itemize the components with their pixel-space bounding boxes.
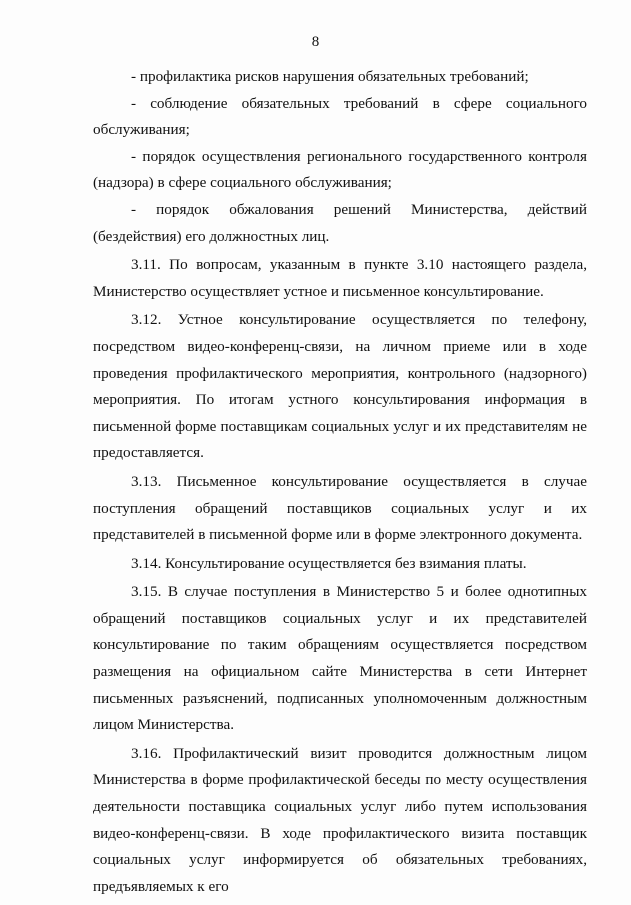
paragraph-3-15: 3.15. В случае поступления в Министерство 5 и более однотипных обращений поставщиков социальных услуг и их представителей консультирование по таким обращениям осуществляется посредством размещения на официальном сайте Министерства в сети Интернет письменных разъяснений, подписанных уполномоченным должностным лицом Министерства. bbox=[93, 583, 587, 734]
paragraph-compliance: - соблюдение обязательных требований в сфере социального обслуживания; bbox=[93, 94, 587, 139]
paragraph-control-procedure: - порядок осуществления регионального государственного контроля (надзора) в сфере социального обслуживания; bbox=[93, 147, 587, 192]
paragraph-3-11: 3.11. По вопросам, указанным в пункте 3.10 настоящего раздела, Министерство осуществляет устное и письменное консультирование. bbox=[93, 256, 587, 300]
paragraph-3-16: 3.16. Профилактический визит проводится должностным лицом Министерства в форме профилактической беседы по месту осуществления деятельности поставщика социальных услуг либо путем использования видео-конференц-связи. В ходе профилактического визита поставщик социальных услуг информируется об обязательных требованиях, предъявляемых к его bbox=[93, 744, 587, 895]
page-number: 8 bbox=[311, 34, 320, 50]
paragraph-3-13: 3.13. Письменное консультирование осуществляется в случае поступления обращений поставщиков социальных услуг и их представителей в письменной форме или в форме электронного документа. bbox=[93, 472, 587, 544]
document-body bbox=[93, 64, 587, 900]
paragraph-3-12: 3.12. Устное консультирование осуществляется по телефону, посредством видео-конференц-связи, на личном приеме или в ходе проведения профилактического мероприятия, контрольного (надзорного) мероприятия. По итогам устного консультирования информация в письменной форме поставщикам социальных услуг и их представителям не предоставляется. bbox=[93, 311, 587, 462]
paragraph-appeal-procedure: - порядок обжалования решений Министерства, действий (бездействия) его должностных лиц. bbox=[93, 200, 587, 245]
paragraph-risk-prevention: - профилактика рисков нарушения обязательных требований; bbox=[131, 68, 529, 85]
paragraph-3-14: 3.14. Консультирование осуществляется без взимания платы. bbox=[131, 554, 527, 572]
